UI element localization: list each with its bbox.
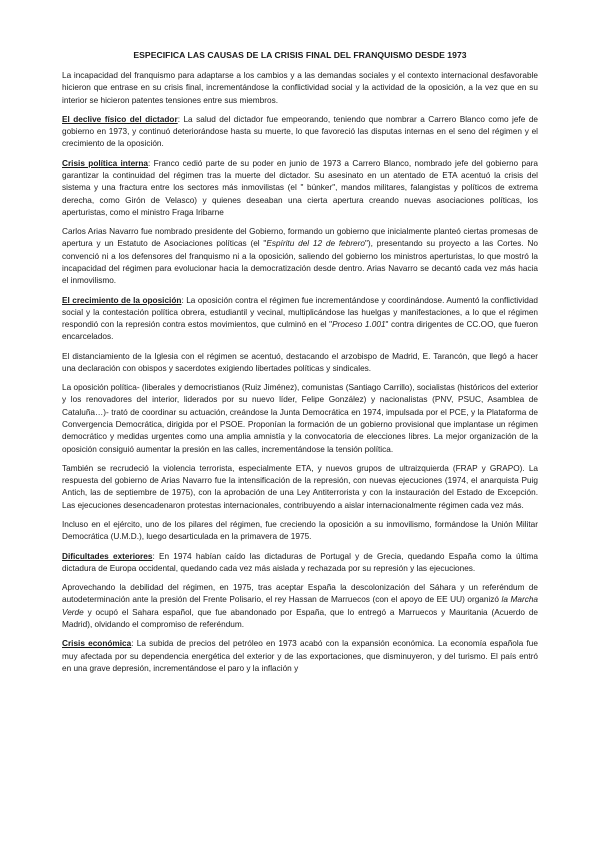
paragraph-declive xyxy=(62,114,538,151)
italic-text: Espíritu del 12 de febrero xyxy=(266,239,365,249)
paragraph-text: El distanciamiento de la Iglesia con el régimen se acentuó, destacando el arzobispo de Madrid, E. Tarancón, que llegó a hacer una declaración con obispos y sacerdotes exigiendo libertades políticas y sindicales. xyxy=(62,351,538,373)
paragraph-text: " contra dirigentes de CC.OO, que fueron encarcelados. xyxy=(62,320,538,342)
paragraph-text: La incapacidad del franquismo para adaptarse a los cambios y a las demandas sociales y el contexto internacional desfavorable hicieron que entrase en su crisis final, incrementándose la conflictividad social y la actividad de la oposición, a la vez que en su interior se hicieron patentes tensiones entre sus miembros. xyxy=(62,71,538,105)
document-title: ESPECIFICA LAS CAUSAS DE LA CRISIS FINAL DEL FRANQUISMO DESDE 1973 xyxy=(133,50,467,60)
section-heading: El crecimiento de la oposición xyxy=(62,295,182,305)
paragraph-oposicion xyxy=(62,295,538,344)
paragraph-text: "), presentando su proyecto a las Cortes. No convenció ni a los defensores del franquismo ni a la oposición, saliendo del gobierno los ministros aperturistas, lo que mostró la incapacidad del régimen para evolucionar hacia la democratización desde dentro. Arias Navarro se decantó cada vez más hacia el inmovilismo. xyxy=(62,239,539,286)
italic-text: Proceso 1.001 xyxy=(332,320,386,330)
paragraph-sahara xyxy=(62,582,538,631)
section-heading: El declive físico del dictador xyxy=(62,114,178,124)
paragraph-arias-navarro xyxy=(62,226,538,287)
paragraph-intro xyxy=(62,70,538,107)
section-heading: Dificultades exteriores xyxy=(62,551,153,561)
paragraph-text: : La oposición contra el régimen fue incrementándose y coordinándose. Aumentó la conflictividad social y la contestación política obrera, estudiantil y vecinal, multiplicándose las huelgas y manifestaciones, a lo que el régimen respondió con la represión contra estos movimientos, que culminó en el " xyxy=(62,295,538,330)
paragraph-text: Carlos Arias Navarro fue nombrado presidente del Gobierno, formando un gobierno que inicialmente planteó ciertas promesas de apertura y un Estatuto de Asociaciones políticas (el " xyxy=(62,227,538,249)
paragraph-violencia xyxy=(62,463,538,512)
section-heading: Crisis política interna xyxy=(62,158,149,168)
paragraph-crisis-politica xyxy=(62,158,538,219)
paragraph-text: Aprovechando la debilidad del régimen, en 1975, tras aceptar España la descolonización del Sáhara y un referéndum de autodeterminación ante la presión del Frente Polisario, el rey Hassan de Marruecos (con el apoyo de EE UU) organizó xyxy=(62,583,538,605)
paragraph-ejercito xyxy=(62,519,538,544)
paragraph-text: : La salud del dictador fue empeorando, teniendo que nombrar a Carrero Blanco como jefe de gobierno en 1973, y continuó deteriorándose hasta su muerte, lo que favoreció las disputas internas en el seno del régimen y el crecimiento de la oposición. xyxy=(62,114,539,149)
italic-text: la Marcha Verde xyxy=(62,595,538,617)
paragraph-oposicion-politica xyxy=(62,382,538,456)
paragraph-text: : La subida de precios del petróleo en 1973 acabó con la expansión económica. La economía española fue muy afectada por su dependencia energética del exterior y de las exportaciones, que disminuyeron, y del turismo. El país entró en una grave depresión, incrementándose el paro y la inflación y xyxy=(62,639,538,673)
paragraph-text: También se recrudeció la violencia terrorista, especialmente ETA, y nuevos grupos de ultraizquierda (FRAP y GRAPO). La respuesta del gobierno de Arias Navarro fue la intensificación de la represión, con nuevas ejecuciones (1974, el anarquista Puig Antich, las de septiembre de 1975), con la aprobación de una Ley Antiterrorista y con la instauración del Estado de Excepción. Las ejecuciones desencadenaron protestas internacionales, contribuyendo a aislar internacionalmente régimen cada vez más. xyxy=(62,463,538,510)
paragraph-text: : Franco cedió parte de su poder en junio de 1973 a Carrero Blanco, nombrado jefe del gobierno para garantizar la continuidad del régimen tras la muerte del dictador. Su asesinato en un atentado de ETA acentuó la crisis del sistema y una fractura entre los sectores más inmovilistas (el " búnker", mandos militares, falangistas y políticos de extrema derecha, como Girón de Velasco) y quienes deseaban una cierta apertura creando nuevas asociaciones políticas, los aperturistas, como el ministro Fraga Iribarne xyxy=(62,158,538,217)
paragraph-iglesia xyxy=(62,351,538,376)
paragraph-text: Incluso en el ejército, uno de los pilares del régimen, fue creciendo la oposición a su inmovilismo, formándose la Unión Militar Democrática (U.M.D.), luego desarticulada en la primavera de 1975. xyxy=(62,520,538,542)
paragraph-text: : En 1974 habían caído las dictaduras de Portugal y de Grecia, quedando España como la última dictadura de Europa occidental, quedando cada vez más aislada y rechazada por su represión y las ejecuciones. xyxy=(62,551,538,573)
paragraph-exteriores xyxy=(62,551,538,576)
paragraph-economica xyxy=(62,638,538,675)
paragraph-text: La oposición política- (liberales y democristianos (Ruiz Jiménez), comunistas (Santiago Carrillo), socialistas (históricos del exterior y los renovadores del interior, liderados por su nuevo líder, Felipe González) y nacionalistas (PNV, PSUC, Asamblea de Cataluña…)- trató de coordinar su actuación, creándose la Junta Democrática en 1974, impulsada por el PCE, y la Plataforma de Convergencia Democrática, dirigida por el PSOE. Proponían la formación de un gobierno provisional que implantase un régimen democrático y medidas urgentes como una amplia amnistía y la convocatoria de elecciones libres. La mejor organización de la oposición consiguió aumentar la presión en las calles, incrementándose la tensión política. xyxy=(62,383,538,454)
section-heading: Crisis económica xyxy=(62,639,132,649)
paragraph-text: y ocupó el Sahara español, que fue abandonado por España, que lo entregó a Marruecos y Mauritania (Acuerdo de Madrid), olvidando el compromiso de referéndum. xyxy=(62,607,538,629)
